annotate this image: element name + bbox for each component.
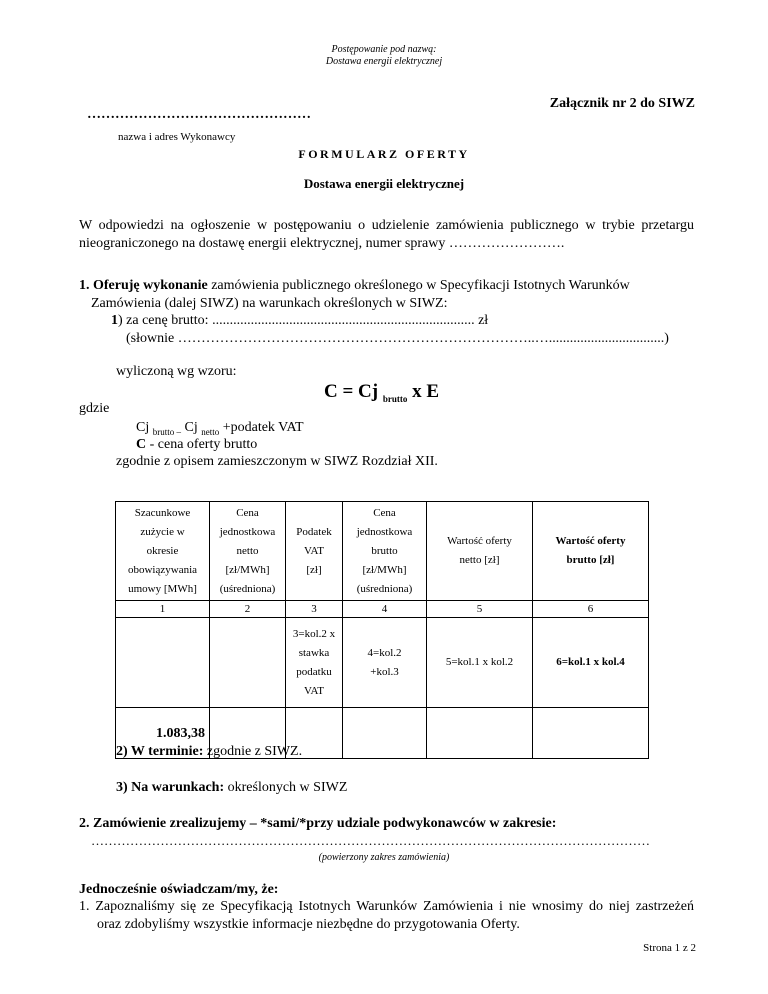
intro-line2: nieograniczonego na dostawę energii elektrycznej, numer sprawy ……………………. bbox=[79, 236, 565, 251]
section2-dots: ………………………………………………………………………………………………………………… bbox=[91, 833, 650, 848]
formula-cell-4: 4=kol.2 +kol.3 bbox=[343, 618, 427, 708]
term-value: zgodnie z SIWZ. bbox=[206, 744, 303, 759]
value-cell-4 bbox=[343, 708, 427, 759]
cj: Cj bbox=[136, 420, 150, 435]
intro-line1: W odpowiedzi na ogłoszenie w postępowaniu o udzielenie zamówienia publicznego w trybie przetargu bbox=[79, 218, 694, 233]
page-number: Strona 1 z 2 bbox=[643, 942, 696, 954]
section2-title: 2. Zamówienie zrealizujemy – *sami/*przy udziale podwykonawców w zakresie: bbox=[79, 816, 557, 831]
th-vat: Podatek VAT [zł] bbox=[286, 502, 343, 601]
formula-cell-3: 3=kol.2 x stawka podatku VAT bbox=[286, 618, 343, 708]
formula-tail: x E bbox=[412, 381, 440, 402]
where-label: gdzie bbox=[79, 401, 110, 416]
c-rest: - cena oferty brutto bbox=[149, 437, 258, 452]
section1-line1 bbox=[79, 277, 694, 295]
section2-caption: (powierzony zakres zamówienia) bbox=[318, 852, 450, 863]
th-value-gross: Wartość oferty brutto [zł] bbox=[533, 502, 649, 601]
cj-sub2: netto bbox=[201, 426, 220, 437]
section1-rest: zamówienia publicznego określonego w Specyfikacji Istotnych Warunków bbox=[211, 278, 630, 293]
declaration-item1-line1: 1. Zapoznaliśmy się ze Specyfikacją Istotnych Warunków Zamówienia i nie wnosimy do niej zastrzeżeń bbox=[79, 899, 694, 914]
formula-main: C = Cj bbox=[324, 381, 379, 402]
formula-cell-1 bbox=[116, 618, 210, 708]
col-num-2: 2 bbox=[210, 601, 286, 618]
price-words: (słownie …………………………………………………………………..….................................) bbox=[126, 331, 669, 346]
computed-label: wyliczoną wg wzoru: bbox=[116, 364, 237, 379]
table-header-row bbox=[116, 502, 649, 601]
value-cell-6 bbox=[533, 708, 649, 759]
col-num-1: 1 bbox=[116, 601, 210, 618]
conditions-value: określonych w SIWZ bbox=[227, 780, 348, 795]
th-value-net: Wartość oferty netto [zł] bbox=[427, 502, 533, 601]
th-unit-net: Cena jednostkowa netto [zł/MWh] (uśredniona) bbox=[210, 502, 286, 601]
price-line bbox=[111, 312, 488, 330]
where-ref: zgodnie z opisem zamieszczonym w SIWZ Rozdział XII. bbox=[116, 454, 438, 469]
col-num-5: 5 bbox=[427, 601, 533, 618]
formula-cell-2 bbox=[210, 618, 286, 708]
price-num: 1 bbox=[111, 313, 118, 328]
cj-sub1: brutto – bbox=[152, 426, 181, 437]
form-title: FORMULARZ OFERTY bbox=[298, 147, 470, 161]
table-formula-row bbox=[116, 618, 649, 708]
price-text: ) za cenę brutto: ........................................................................... zł bbox=[118, 313, 489, 328]
where-c bbox=[136, 436, 257, 454]
col-num-4: 4 bbox=[343, 601, 427, 618]
cj-mid: Cj bbox=[184, 420, 198, 435]
section1-line2: Zamówienia (dalej SIWZ) na warunkach określonych w SIWZ: bbox=[91, 296, 448, 311]
value-cell-5 bbox=[427, 708, 533, 759]
conditions-line bbox=[116, 779, 347, 797]
formula-cell-6: 6=kol.1 x kol.4 bbox=[533, 618, 649, 708]
formula-cell-5: 5=kol.1 x kol.2 bbox=[427, 618, 533, 708]
offer-table bbox=[115, 501, 649, 759]
formula bbox=[324, 381, 439, 404]
declaration-item1-line2: oraz zdobyliśmy wszystkie informacje niezbędne do przygotowania Oferty. bbox=[97, 917, 520, 932]
col-num-6: 6 bbox=[533, 601, 649, 618]
formula-sub: brutto bbox=[382, 393, 408, 404]
col-num-3: 3 bbox=[286, 601, 343, 618]
table-number-row bbox=[116, 601, 649, 618]
quantity-value: 1.083,38 bbox=[116, 708, 210, 759]
header-line2: Dostawa energii elektrycznej bbox=[325, 56, 443, 67]
th-quantity: Szacunkowe zużycie w okresie obowiązywania umowy [MWh] bbox=[116, 502, 210, 601]
header-line1: Postępowanie pod nazwą: bbox=[331, 44, 437, 55]
section1-bold: Oferuję wykonanie bbox=[93, 278, 208, 293]
section1-num: 1. bbox=[79, 278, 90, 293]
conditions-label: 3) Na warunkach: bbox=[116, 780, 225, 795]
attachment-label: Załącznik nr 2 do SIWZ bbox=[549, 96, 695, 111]
declaration-title: Jednocześnie oświadczam/my, że: bbox=[79, 882, 279, 897]
cj-rest: +podatek VAT bbox=[222, 420, 304, 435]
contractor-dots: ………………………………………… bbox=[87, 107, 311, 122]
subject-title: Dostawa energii elektrycznej bbox=[303, 176, 465, 191]
th-unit-gross: Cena jednostkowa brutto [zł/MWh] (uśredniona) bbox=[343, 502, 427, 601]
term-label: 2) W terminie: bbox=[116, 744, 204, 759]
term-line bbox=[116, 743, 302, 761]
contractor-label: nazwa i adres Wykonawcy bbox=[118, 131, 236, 143]
c-bold: C bbox=[136, 437, 147, 452]
